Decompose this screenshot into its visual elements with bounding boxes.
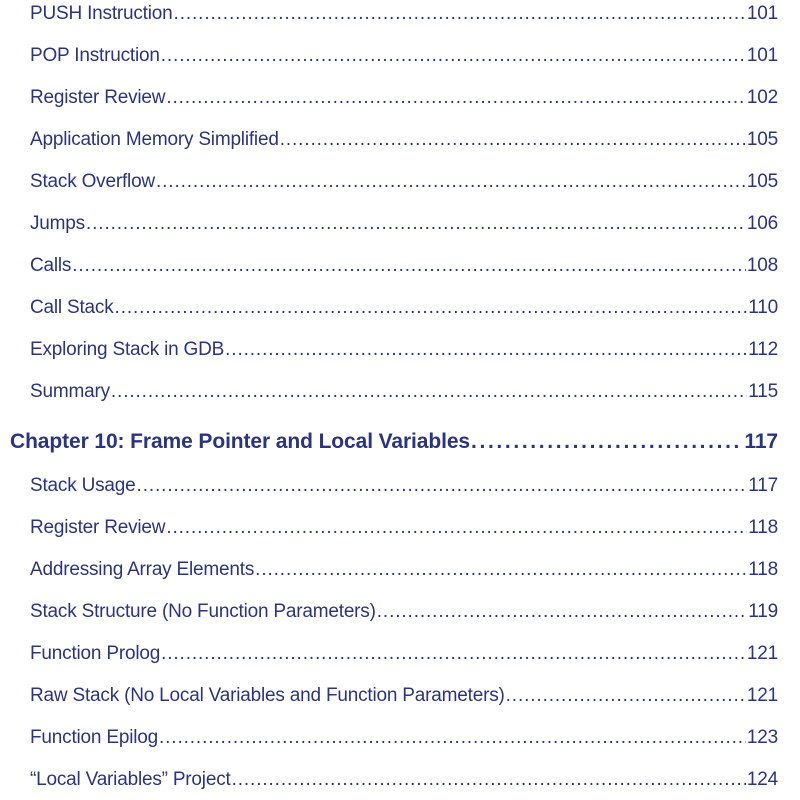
toc-entry-page: 105 [746, 171, 778, 192]
toc-entry-page: 124 [746, 769, 778, 790]
toc-entry-page: 119 [748, 601, 778, 622]
toc-entry-page: 121 [746, 643, 778, 664]
toc-entry-title: PUSH Instruction [30, 3, 173, 24]
dot-leader [115, 297, 748, 319]
dot-leader [111, 381, 747, 403]
toc-chapter-page: 117 [744, 430, 778, 453]
toc-entry-page: 105 [746, 129, 778, 150]
dot-leader [232, 769, 746, 791]
toc-entry-title: Stack Structure (No Function Parameters) [30, 601, 376, 622]
dot-leader [280, 129, 746, 151]
dot-leader [86, 213, 746, 235]
dot-leader [156, 171, 746, 193]
toc-entry-page: 110 [748, 297, 778, 318]
dot-leader [506, 685, 746, 707]
dot-leader [137, 475, 748, 497]
dot-leader [225, 339, 747, 361]
toc-entry-summary[interactable] [30, 381, 778, 403]
toc-chapter-10[interactable] [10, 430, 778, 454]
toc-entry-page: 101 [746, 3, 778, 24]
toc-entry-page: 102 [746, 87, 778, 108]
toc-entry-function-prolog[interactable] [30, 643, 778, 665]
toc-chapter-title: Chapter 10: Frame Pointer and Local Variables [10, 430, 470, 453]
toc-entry-pop-instruction[interactable] [30, 45, 778, 67]
toc-entry-addressing-array-elements[interactable] [30, 559, 778, 581]
toc-entry-page: 123 [746, 727, 778, 748]
toc-entry-page: 108 [746, 255, 778, 276]
toc-entry-title: Addressing Array Elements [30, 559, 255, 580]
dot-leader [166, 87, 746, 109]
toc-entry-page: 117 [748, 475, 778, 496]
toc-entry-exploring-stack-in-gdb[interactable] [30, 339, 778, 361]
toc-entry-title: Stack Overflow [30, 171, 155, 192]
toc-entry-page: 115 [748, 381, 778, 402]
toc-entry-page: 121 [746, 685, 778, 706]
toc-entry-title: Call Stack [30, 297, 114, 318]
toc-entry-title: Summary [30, 381, 110, 402]
toc-entry-push-instruction[interactable] [30, 3, 778, 25]
toc-entry-title: Calls [30, 255, 72, 276]
toc-entry-stack-usage[interactable] [30, 475, 778, 497]
toc-entry-title: Raw Stack (No Local Variables and Function Parameters) [30, 685, 505, 706]
toc-entry-page: 106 [746, 213, 778, 234]
toc-entry-stack-overflow[interactable] [30, 171, 778, 193]
toc-entry-title: POP Instruction [30, 45, 160, 66]
toc-entry-register-review[interactable] [30, 87, 778, 109]
toc-entry-title: Application Memory Simplified [30, 129, 279, 150]
toc-entry-page: 118 [748, 559, 778, 580]
toc-entry-title: Stack Usage [30, 475, 136, 496]
toc-entry-title: Function Prolog [30, 643, 161, 664]
toc-entry-register-review-2[interactable] [30, 517, 778, 539]
dot-leader [255, 559, 747, 581]
toc-entry-page: 101 [746, 45, 778, 66]
toc-entry-local-variables-project[interactable] [30, 769, 778, 791]
toc-entry-title: Register Review [30, 517, 166, 538]
toc-entry-function-epilog[interactable] [30, 727, 778, 749]
dot-leader [161, 45, 746, 67]
toc-entry-call-stack[interactable] [30, 297, 778, 319]
toc-entry-calls[interactable] [30, 255, 778, 277]
toc-entry-page: 112 [748, 339, 778, 360]
toc-entry-page: 118 [748, 517, 778, 538]
toc-entry-jumps[interactable] [30, 213, 778, 235]
dot-leader [174, 3, 746, 25]
dot-leader [471, 430, 743, 454]
toc-entry-title: Jumps [30, 213, 85, 234]
dot-leader [161, 643, 746, 665]
toc-entry-application-memory-simplified[interactable] [30, 129, 778, 151]
dot-leader [72, 255, 746, 277]
dot-leader [159, 727, 746, 749]
toc-entry-title: Function Epilog [30, 727, 158, 748]
toc-entry-title: Register Review [30, 87, 166, 108]
toc-entry-raw-stack[interactable] [30, 685, 778, 707]
toc-entry-title: Exploring Stack in GDB [30, 339, 225, 360]
dot-leader [166, 517, 747, 539]
toc-entry-title: “Local Variables” Project [30, 769, 231, 790]
dot-leader [377, 601, 748, 623]
toc-entry-stack-structure[interactable] [30, 601, 778, 623]
